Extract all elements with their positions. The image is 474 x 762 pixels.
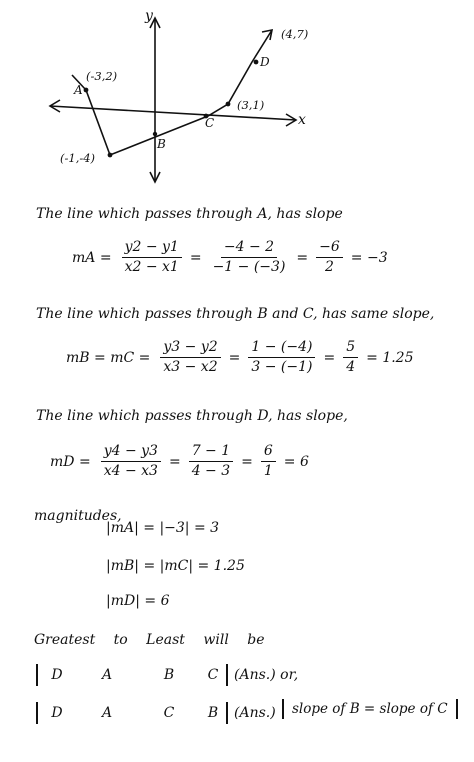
segment-path [72, 30, 272, 155]
point-b-dot [108, 153, 113, 158]
y-axis-label: y [145, 8, 153, 24]
line-bc-text: The line which passes through B and C, has same slope, [36, 306, 435, 322]
eq-a-fraction-values: $\frac{-4 - 2}{-1 - (-3)}$ [212, 239, 286, 276]
order-row-2 [36, 702, 276, 724]
order-box-2 [36, 702, 228, 724]
point-c-label: C [205, 116, 215, 130]
point-d-dot [254, 60, 259, 65]
eq-bc-fraction-values: $\frac{1 - (-4)}{3 - (-1)}$ [248, 340, 315, 376]
point-a-coord: (-3,2) [86, 69, 118, 83]
magnitude-d: |mD| = 6 [106, 593, 170, 609]
equation-slope-bc: mB = mC = $\frac{y3 - y2}{x3 - x2}$ = $\frac{1 - (-4)}{3 - (-1)}$ = $\frac{5}{4}$ = 1.25 [66, 339, 414, 376]
point-a-dot [84, 88, 89, 93]
eq-d-fraction-simplified: $\frac{6}{1}$ [261, 444, 276, 480]
eq-bc-result: = 1.25 [366, 349, 414, 366]
point-d-label: D [260, 55, 270, 69]
eq-d-result: = 6 [283, 453, 309, 470]
order-2-item-2: A [101, 705, 113, 721]
point-a-label: A [74, 83, 83, 97]
magnitude-bc: |mB| = |mC| = 1.25 [106, 558, 245, 574]
point-c-coord: (3,1) [237, 98, 265, 112]
order-1-item-1: D [51, 667, 63, 683]
order-2-suffix: (Ans.) [234, 705, 276, 721]
order-1-item-3: B [163, 667, 175, 683]
order-2-item-1: D [51, 705, 63, 721]
eq-d-fraction-values: $\frac{7 - 1}{4 - 3}$ [189, 444, 233, 480]
eq-a-fraction-formula: $\frac{y2 - y1}{x2 - x1}$ [122, 240, 182, 276]
order-1-suffix: (Ans.) or, [234, 667, 299, 683]
point-b-coord: (-1,-4) [60, 151, 96, 165]
order-2-item-4: B [207, 705, 219, 721]
order-box-1 [36, 664, 228, 686]
y-intercept-dot [153, 132, 157, 136]
line-a-text: The line which passes through A, has slope [36, 206, 343, 222]
eq-a-fraction-simplified: $\frac{-6}{2}$ [316, 240, 343, 276]
point-b-label: B [157, 137, 166, 151]
line-d-text: The line which passes through D, has slope, [36, 408, 348, 424]
equation-slope-a: mA = $\frac{y2 - y1}{x2 - x1}$ = $\frac{-4 - 2}{-1 - (-3)}$ = $\frac{-6}{2}$ = −3 [72, 239, 388, 276]
eq-bc-lhs: mB = mC = [66, 349, 151, 366]
coordinate-sketch [0, 0, 474, 195]
point-c-dot [226, 102, 231, 107]
magnitude-a: |mA| = |−3| = 3 [106, 520, 220, 536]
eq-bc-fraction-formula: $\frac{y3 - y2}{x3 - x2}$ [160, 340, 220, 376]
magnitudes-label: magnitudes, [34, 508, 122, 524]
order-label: Greatest to Least will be [34, 632, 265, 648]
point-d-coord: (4,7) [281, 27, 309, 41]
eq-d-fraction-formula: $\frac{y4 - y3}{x4 - x3}$ [101, 444, 161, 480]
equation-slope-d: mD = $\frac{y4 - y3}{x4 - x3}$ = $\frac{7 - 1}{4 - 3}$ = $\frac{6}{1}$ = 6 [50, 443, 309, 480]
order-1-item-4: C [207, 667, 219, 683]
order-2-item-3: C [163, 705, 175, 721]
eq-a-lhs: mA = [72, 249, 112, 266]
eq-bc-fraction-simplified: $\frac{5}{4}$ [343, 340, 358, 376]
order-1-item-2: A [101, 667, 113, 683]
eq-d-lhs: mD = [50, 453, 91, 470]
slope-equality-note: slope of B = slope of C [282, 699, 458, 719]
order-row-1 [36, 664, 298, 686]
eq-a-result: = −3 [350, 249, 388, 266]
x-axis-label: x [298, 112, 306, 128]
